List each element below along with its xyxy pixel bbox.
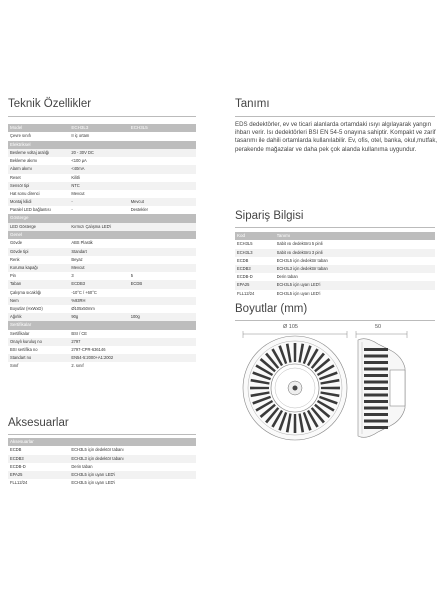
tech-cell: Mevcut [71,190,85,196]
tech-table-row [8,198,196,206]
order-cell: Sabit ısı dedektörü 5 pinli [276,241,323,247]
side-fin [364,387,388,390]
tech-cell: Paralel LED bağlantısı [10,207,51,213]
tech-cell: II iç ortam [71,133,90,139]
tech-cell: Taban [10,281,22,287]
tech-cell: BSI sertifika no [10,347,38,353]
order-table-row [235,249,435,257]
tech-section-header: Elektriksel [8,141,196,149]
detector-top-view [243,336,347,440]
tech-cell: ECDB [130,281,143,287]
order-table-row [235,257,435,265]
side-fin [364,420,388,423]
tech-table-row [8,256,196,264]
tech-cell: Onaylı kuruluş no [10,338,42,344]
tech-cell [131,174,196,182]
order-cell: EPA25 [237,282,250,288]
side-fin [364,381,388,384]
tech-cell: Mevcut [130,199,144,205]
tech-cell [131,362,196,370]
tech-cell: 3 [71,273,74,279]
tech-cell: 90g [71,314,79,320]
tech-cell: Mevcut [71,265,85,270]
accessories-cell: ECDB [10,447,22,453]
accessories-cell: ECDB-D [10,463,26,469]
tech-cell [131,182,196,190]
order-table-row [235,281,435,289]
tech-cell [131,223,196,231]
tech-cell [131,248,196,256]
tech-cell: Sensör tipi [10,182,30,188]
tech-cell: Besleme voltaj aralığı [10,149,50,155]
tech-cell: -10°C / +60°C [71,289,97,295]
accessories-cell: ECH3L5 için uyarı LED'i [71,471,116,477]
tech-cell: Sınıf [10,363,19,369]
side-fin [364,407,388,410]
tech-table-row [8,354,196,362]
tech-table-row [8,149,196,157]
tech-cell: Nem [10,297,19,303]
tech-cell: Alarm akımı [10,166,32,172]
accessories-header: Aksesuarlar [8,438,196,446]
tech-table-row [8,272,196,280]
order-cell: ECH3L5 için dedektör taban [276,257,328,263]
accessories-cell: FLL12/24 [10,480,28,486]
accessories-cell: Derin taban [71,463,93,469]
tech-cell: Reset [10,174,21,180]
detector-fin [294,343,297,362]
tech-section-header: Gösterge [8,214,196,222]
tech-cell: Kırmızı Çalışma LED'i [71,223,112,229]
order-table-row [235,273,435,281]
tech-table-row [8,174,196,182]
tech-header-cell: ECH3L5 [130,125,148,130]
order-header-cell: Kod [237,233,246,238]
tech-header-cell: Model [10,125,23,130]
tech-table-row [8,362,196,370]
tech-table-row [8,157,196,165]
tech-cell: Kilitli [71,174,80,180]
accessories-row [8,479,196,487]
tech-table-row [8,338,196,346]
detector-fin [250,387,269,390]
tech-table-row [8,182,196,190]
tech-cell: ECDB3 [71,281,85,287]
order-table-row [235,240,435,248]
tech-cell: Gövde tipi [10,248,29,254]
side-fin [364,426,388,429]
tech-table-row [8,190,196,198]
tech-cell: %93RH [71,297,86,303]
order-cell: ECH3L5 [237,241,253,247]
tech-cell [131,264,196,272]
detector-fin [321,387,340,390]
tech-cell [131,132,196,140]
tech-table-row [8,313,196,321]
accessories-title: Aksesuarlar [8,417,69,429]
tech-cell [131,338,196,346]
tech-cell: Ø105x50mm [71,305,95,311]
order-rule [235,227,435,228]
tech-specs-rule [8,116,196,117]
tech-table-row [8,346,196,354]
side-fin [364,400,388,403]
accessories-cell: ECH3L3 için dedektör tabanı [71,455,124,461]
order-title: Sipariş Bilgisi [235,210,304,222]
tech-cell [131,149,196,157]
height-label: 50 [375,324,382,330]
tech-section-header: Sertifikalar [8,321,196,329]
accessories-row [8,463,196,471]
order-table-header [235,232,435,240]
definition-rule [235,116,435,117]
tech-cell [131,330,196,338]
order-header-cell: Tanımı [276,233,291,238]
tech-cell [131,354,196,362]
detector-drawing [240,328,430,448]
order-cell: ECH3L5 için uyarı LED'i [276,290,321,296]
order-cell: Derin taban [276,274,298,280]
tech-table-row [8,239,196,247]
tech-cell [131,157,196,165]
tech-cell [131,239,196,247]
tech-cell: Koruma kapağı [10,265,38,270]
order-cell: ECH3L3 için dedektör taban [276,265,328,271]
tech-cell: Hat sonu direnci [10,190,40,196]
tech-table-row [8,305,196,313]
tech-cell: LED Gösterge [10,223,36,229]
side-fin [364,348,388,351]
tech-table-row [8,330,196,338]
tech-cell: 5 [130,273,133,279]
tech-table-row [8,297,196,305]
tech-section-header: Genel [8,231,196,239]
tech-table-row [8,165,196,173]
tech-cell: Beyaz [71,256,83,262]
tech-cell: Ağırlık [10,314,22,320]
tech-cell: NTC [71,182,80,188]
tech-cell: Çalışma sıcaklığı [10,289,42,295]
tech-cell: 2797 [71,338,81,344]
tech-cell [131,297,196,305]
tech-cell [131,256,196,264]
accessories-row [8,446,196,454]
tech-cell: Pin [10,273,16,279]
side-fin [364,368,388,371]
order-cell: ECH3L5 için uyarı LED'i [276,282,321,288]
tech-header-cell: ECH3L3 [71,125,89,130]
tech-cell: Sertifikalar [10,330,30,336]
tech-table-row [8,132,196,140]
tech-cell: BSI / CE [71,330,88,336]
tech-cell: <40mA [71,166,85,172]
side-fin [364,394,388,397]
dimensions-title: Boyutlar (mm) [235,303,308,315]
order-cell: ECDB-D [237,274,253,280]
side-fin [364,361,388,364]
tech-cell: - [71,207,73,213]
tech-cell [131,190,196,198]
side-fin [364,413,388,416]
tech-cell: Standart [71,248,87,254]
tech-cell [131,305,196,313]
order-cell: ECH3L3 [237,249,253,255]
tech-cell: Çevre sınıfı [10,133,31,139]
definition-title: Tanımı [235,98,270,110]
order-cell: ECDB [237,257,249,263]
tech-table-row [8,280,196,288]
tech-specs-title: Teknik Özellikler [8,98,92,110]
tech-table-row [8,264,196,272]
tech-table-header [8,124,196,132]
tech-cell [131,165,196,173]
tech-table-row [8,248,196,256]
order-table [235,232,435,298]
detector-side-view [358,339,405,438]
accessories-row [8,471,196,479]
tech-table-row [8,206,196,214]
tech-cell: Standart no [10,355,32,361]
tech-cell: Bekleme akımı [10,158,38,164]
order-cell: ECDB3 [237,265,251,271]
tech-cell: EN54-5:2000+A1:2002 [71,355,114,361]
tech-cell [131,289,196,297]
tech-table-row [8,289,196,297]
order-table-row [235,265,435,273]
order-table-row [235,290,435,298]
tech-cell: - [71,199,73,205]
accessories-cell: ECDB3 [10,455,24,461]
tech-cell: Destekler [130,207,148,213]
accessories-cell: ECH3L5 için dedektör tabanı [71,447,124,453]
tech-cell: Montaj kilidi [10,199,32,205]
order-cell: FLL12/24 [237,290,255,296]
tech-cell [131,346,196,354]
tech-cell: Renk [10,256,20,262]
side-fin [364,374,388,377]
dimensions-rule [235,320,435,321]
tech-cell: Gövde [10,240,23,246]
tech-cell: Boyutlar (HxWxD) [10,305,43,311]
order-cell: Sabit ısı dedektörü 3 pinli [276,249,323,255]
tech-table-row [8,223,196,231]
tech-cell: ABS Plastik [71,240,93,246]
diameter-label: Ø 105 [283,324,298,330]
tech-cell: 20 - 30V DC [71,149,94,155]
tech-cell: <100 μA [71,158,87,164]
accessories-table [8,438,196,487]
definition-text: EDS dedektörler, ev ve ticari alanlarda ortamdaki ısıyı algılayarak yangın ihbarı verir. Isı dedektörleri BSI EN 54-5 onayına sahiptir. Kompakt ve zarif tasarımı ile dahili ortamlarda kullanılabilir. Ev, ofis, otel, banka, okul,mutfak, perakende mağazalar ve daha pek çok alanda kullanıma uygundur. [235,121,438,153]
detector-fin [294,414,297,433]
accessories-row [8,455,196,463]
accessories-cell: ECH3L5 için uyarı LED'i [71,480,116,486]
accessories-rule [8,434,196,435]
tech-cell: 2797-CPR-636146 [71,347,106,353]
tech-cell: 100g [130,314,140,320]
accessories-cell: EPA25 [10,471,23,477]
tech-specs-table [8,124,196,371]
tech-cell: 2. sınıf [71,363,84,369]
side-fin [364,355,388,358]
